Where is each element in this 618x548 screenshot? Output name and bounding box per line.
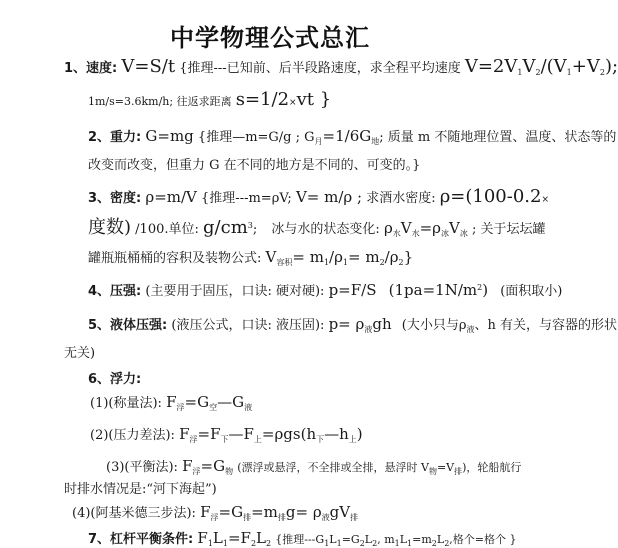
speed-line-1 xyxy=(64,56,618,77)
buoyancy-method-2: (2)(压力差法): $F_浮=F_下—F_上=\rho gs(h_下—h_上)$ xyxy=(90,425,363,444)
density-label: 3、密度: xyxy=(88,191,142,206)
speed-distance-formula: s=1/2 xyxy=(235,89,290,110)
speed-formula: V=S/t xyxy=(121,56,176,77)
gravity-label: 2、重力: xyxy=(88,130,142,145)
gravity-note: {推理—m=G/g ; $G_月=1/6G_地$; 质量 m 不随地理位置、温度、状态等的 xyxy=(197,127,617,146)
speed-avg-formula: $V=2V_1V_2/(V_1+V_2)$; xyxy=(464,56,618,77)
speed-label: 1、速度: xyxy=(64,61,118,76)
density-line-1: 3、密度: ρ=m/V {推理---m=ρV; V= m/ρ ; 求酒水密度: ρ=(100-0.2× xyxy=(88,186,550,207)
buoyancy-method-1: (1)(称量法): $F_浮=G_空—G_液$ xyxy=(90,393,253,412)
buoyancy-method-3-cont: 时排水情况是:“河下海起”) xyxy=(64,482,217,497)
gravity-line-1 xyxy=(88,126,616,147)
buoyancy-label: 6、浮力: xyxy=(88,372,142,387)
speed-unit-conversion: 1m/s=3.6km/h; 往返求距离 xyxy=(88,95,232,108)
density-formula: ρ=m/V xyxy=(145,188,197,206)
speed-line-2: 1m/s=3.6km/h; 往返求距离 s=1/2×vt } xyxy=(88,89,332,110)
lever-line: 7、杠杆平衡条件: $F_1L_1=F_2L_2$ {推理$---G_1L_1=G_2L_2$, $m_1L_1=m_2L_2$,格个=格个 } xyxy=(88,529,517,548)
gravity-formula: G=mg xyxy=(145,127,194,145)
pressure-line: 4、压强: (主要用于固压，口诀: 硬对硬): p=F/S $(1pa=1N/m^2)$ (面积取小) xyxy=(88,281,563,299)
lever-label: 7、杠杆平衡条件: xyxy=(88,532,194,547)
liquid-label: 5、液体压强: xyxy=(88,318,168,333)
page-title: 中学物理公式总汇 xyxy=(170,24,370,52)
density-line-2: 度数) /100.单位: $g/cm^3$; 冰与水的状态变化: $\rho_水V_水=\rho_冰V_冰$ ; 关于坛坛罐 xyxy=(88,217,546,238)
buoyancy-method-4: (4)(阿基米德三步法): $F_浮=G_排=m_排g= \rho_液gV_排$ xyxy=(72,503,359,522)
pressure-label: 4、压强: xyxy=(88,284,142,299)
gravity-line-2: 改变而改变，但重力 G 在不同的地方是不同的、可变的。} xyxy=(88,158,421,173)
liquid-line-2: 无关) xyxy=(64,346,96,361)
liquid-formula: $p= \rho_液gh$ xyxy=(328,315,392,334)
pressure-formula: p=F/S xyxy=(328,281,377,299)
speed-note: {推理---已知前、后半段路速度，求全程平均速度 xyxy=(179,61,461,76)
buoyancy-method-3: (3)(平衡法): $F_浮=G_物$ (漂浮或悬浮，不全排或全排，悬浮时 $V_物=V_排$)，轮船航行 xyxy=(106,457,522,476)
liquid-line-1: 5、液体压强: (液压公式，口诀: 液压固): $p= \rho_液gh$ (大小只与$\rho_液$、h 有关，与容器的形状 xyxy=(88,315,617,334)
density-line-3: 罐瓶瓶桶桶的容积及装物公式: $V_{容积}= m_1/\rho_1= m_2/\rho_2$} xyxy=(88,248,414,267)
